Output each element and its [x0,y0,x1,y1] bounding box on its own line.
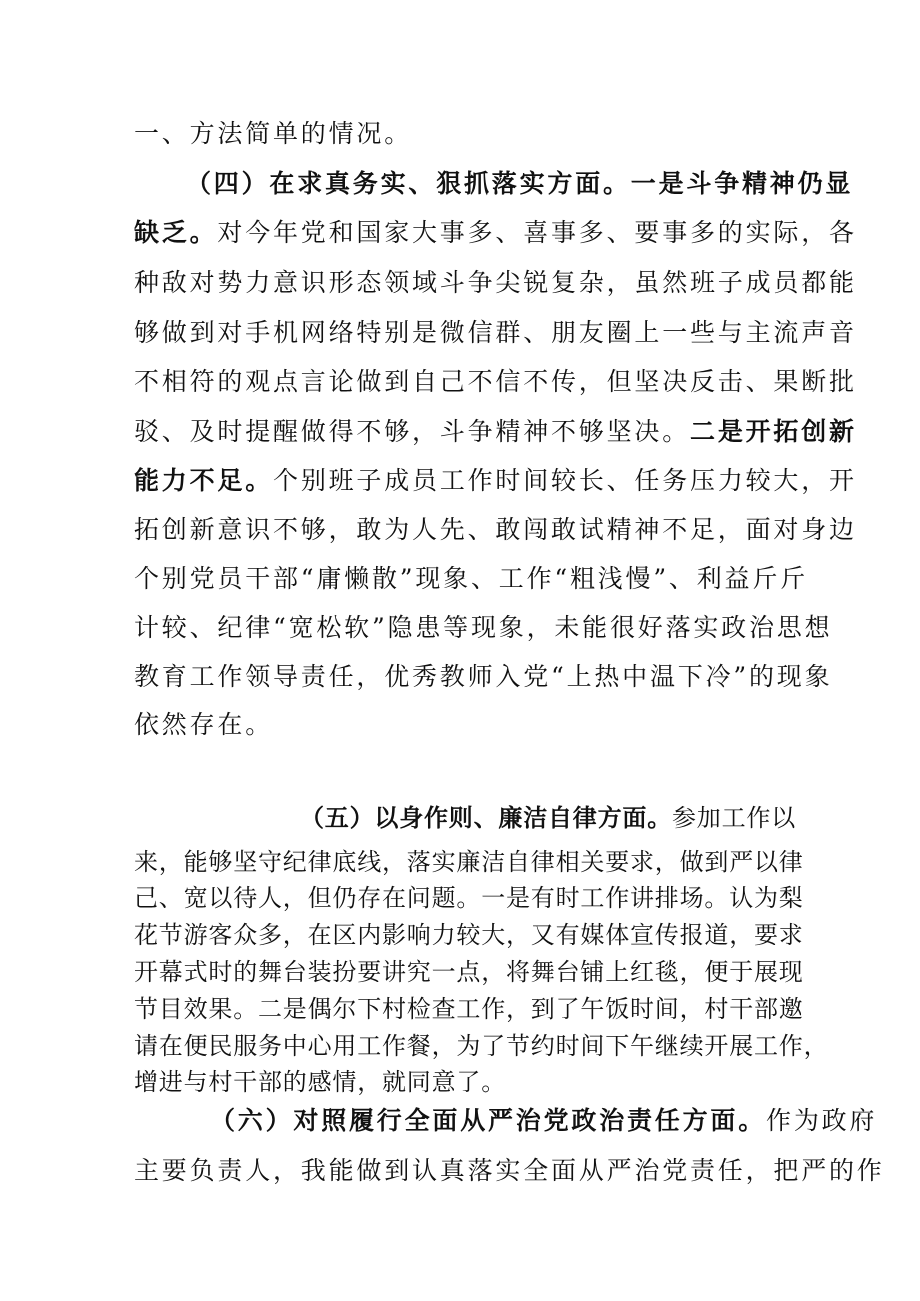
text-line: 请在便民服务中心用工作餐，为了节约时间下午继续开展工作， [134,1032,829,1060]
section-heading-4: （四）在求真务实、狠抓落实方面。一是斗争精神仍显 [186,169,854,198]
text-line: 缺乏。对今年党和国家大事多、喜事多、要事多的实际，各 [134,218,857,247]
text-line: 增进与村干部的感情，就同意了。 [134,1068,506,1096]
text-line: 节目效果。二是偶尔下村检查工作，到了午饭时间，村干部邀 [134,995,804,1023]
text-line: 来，能够坚守纪律底线，落实廉洁自律相关要求，做到严以律 [134,848,804,876]
section-heading-6: （六）对照履行全面从严治党政治责任方面。作为政府 [210,1106,878,1135]
text-line: 能力不足。个别班子成员工作时间较长、任务压力较大，开 [134,466,857,495]
text-line: 开幕式时的舞台装扮要讲究一点，将舞台铺上红毯，便于展现 [134,958,804,986]
text-line: 够做到对手机网络特别是微信群、朋友圈上一些与主流声音 [134,318,857,347]
text-line: 拓创新意识不够，敢为人先、敢闯敢试精神不足，面对身边 [134,515,857,544]
text-line: 计较、纪律“宽松软”隐患等现象，未能很好落实政治思想 [134,613,833,642]
text-line: 个别党员干部“庸懒散”现象、工作“粗浅慢”、利益斤斤 [134,564,808,593]
text-line: 一、方法简单的情况。 [134,119,413,148]
text-line: 依然存在。 [134,710,274,739]
text-line: 种敌对势力意识形态领域斗争尖锐复杂，虽然班子成员都能 [134,268,857,297]
text-line: 己、宽以待人，但仍存在问题。一是有时工作讲排场。认为梨 [134,884,804,912]
section-heading-5: （五）以身作则、廉洁自律方面。参加工作以 [300,803,796,832]
text-line: 主要负责人，我能做到认真落实全面从严治党责任，把严的作 [134,1156,885,1185]
text-line: 教育工作领导责任，优秀教师入党“上热中温下冷”的现象 [134,662,833,691]
text-line: 不相符的观点言论做到自己不信不传，但坚决反击、果断批 [134,367,857,396]
text-line: 花节游客众多，在区内影响力较大，又有媒体宣传报道，要求 [134,921,804,949]
text-line: 驳、及时提醒做得不够，斗争精神不够坚决。二是开拓创新 [134,417,857,446]
